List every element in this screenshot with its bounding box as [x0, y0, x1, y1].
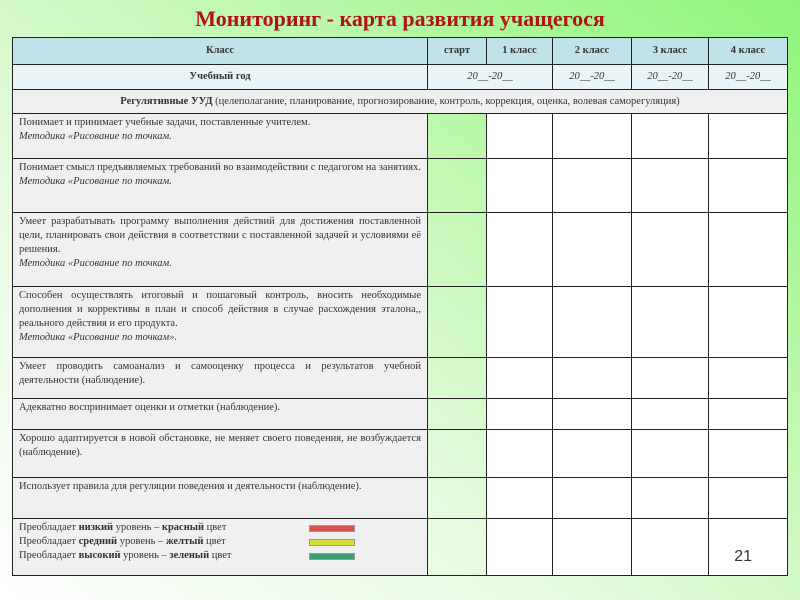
cell[interactable]	[632, 399, 709, 430]
legend-level: низкий	[78, 522, 114, 533]
header-row	[13, 38, 788, 65]
legend-text: цвет	[203, 536, 226, 547]
legend-color-name: зеленый	[169, 550, 210, 561]
criterion-text: Адекватно воспринимает оценки и отметки (наблюдение).	[19, 402, 280, 413]
cell[interactable]	[709, 213, 788, 287]
class-header: Класс	[13, 38, 428, 65]
criterion	[13, 478, 428, 519]
section-row	[13, 90, 788, 114]
year-value[interactable]: 20__-20__	[709, 65, 788, 90]
cell[interactable]	[428, 399, 487, 430]
cell[interactable]	[487, 519, 553, 576]
legend-text: Преобладает	[19, 536, 79, 547]
cell[interactable]	[632, 478, 709, 519]
cell[interactable]	[487, 430, 553, 478]
criterion-text: Использует правила для регуляции поведения и деятельности (наблюдение).	[19, 481, 362, 492]
col-start: старт	[428, 38, 487, 65]
legend-color-name: желтый	[165, 536, 204, 547]
col-4: 4 класс	[709, 38, 788, 65]
cell[interactable]	[709, 159, 788, 213]
cell[interactable]	[632, 430, 709, 478]
criterion	[13, 358, 428, 399]
table-row	[13, 114, 788, 159]
cell[interactable]	[632, 287, 709, 358]
cell[interactable]	[487, 159, 553, 213]
criterion	[13, 399, 428, 430]
legend-item	[19, 549, 421, 563]
cell[interactable]	[487, 213, 553, 287]
cell[interactable]	[428, 478, 487, 519]
cell[interactable]	[428, 159, 487, 213]
cell[interactable]	[632, 358, 709, 399]
criterion-text: Понимает смысл предъявляемых требований во взаимодействии с педагогом на занятиях.	[19, 162, 421, 173]
method-text: Методика «Рисование по точкам.	[19, 258, 172, 269]
cell[interactable]	[487, 399, 553, 430]
method-text: Методика «Рисование по точкам».	[19, 332, 178, 343]
page-title: Мониторинг - карта развития учащегося	[195, 6, 605, 31]
section-heading	[13, 90, 788, 114]
cell[interactable]	[553, 213, 632, 287]
legend-text: уровень –	[120, 550, 170, 561]
cell[interactable]	[632, 159, 709, 213]
section-bold: Регулятивные УУД	[120, 95, 213, 107]
cell[interactable]	[487, 114, 553, 159]
section-rest: (целеполагание, планирование, прогнозирование, контроль, коррекция, оценка, волевая саморегуляция)	[212, 95, 680, 107]
cell[interactable]	[428, 519, 487, 576]
legend	[13, 519, 428, 576]
legend-row	[13, 519, 788, 576]
criterion	[13, 159, 428, 213]
year-value[interactable]: 20__-20__	[428, 65, 553, 90]
legend-text: Преобладает	[19, 522, 79, 533]
legend-text: цвет	[204, 522, 227, 533]
criterion-text: Способен осуществлять итоговый и пошаговый контроль, вносить необходимые дополнения и коррективы в план и способ действия в случае расхождения эталона,, реального действия и его продукта.	[19, 290, 421, 329]
table-row	[13, 399, 788, 430]
cell[interactable]	[553, 430, 632, 478]
method-text: Методика «Рисование по точкам.	[19, 176, 172, 187]
cell[interactable]	[632, 213, 709, 287]
method-text: Методика «Рисование по точкам.	[19, 131, 172, 142]
cell[interactable]	[487, 287, 553, 358]
criterion	[13, 287, 428, 358]
legend-item	[19, 535, 421, 549]
criterion-text: Умеет проводить самоанализ и самооценку процесса и результатов учебной деятельности (наблюдение).	[19, 361, 421, 386]
criterion	[13, 213, 428, 287]
table-row	[13, 358, 788, 399]
legend-color-swatch	[309, 539, 355, 546]
table-row	[13, 159, 788, 213]
legend-item	[19, 521, 421, 535]
cell[interactable]	[487, 478, 553, 519]
year-value[interactable]: 20__-20__	[553, 65, 632, 90]
cell[interactable]	[709, 358, 788, 399]
criterion-text: Хорошо адаптируется в новой обстановке, не меняет своего поведения, не возбуждается (наблюдение).	[19, 433, 421, 458]
criterion	[13, 430, 428, 478]
cell[interactable]	[553, 114, 632, 159]
legend-color-name: красный	[161, 522, 205, 533]
cell[interactable]	[709, 114, 788, 159]
cell[interactable]	[553, 519, 632, 576]
cell[interactable]	[709, 478, 788, 519]
cell[interactable]	[428, 213, 487, 287]
cell[interactable]	[428, 287, 487, 358]
cell[interactable]	[553, 358, 632, 399]
page-number: 21	[734, 548, 752, 565]
cell[interactable]	[709, 399, 788, 430]
criterion-text: Умеет разрабатывать программу выполнения действий для достижения поставленной цели, планировать свои действия в соответствии с поставленной задачей и условиями её решения.	[19, 216, 421, 255]
legend-text: уровень –	[117, 536, 166, 547]
legend-color-swatch	[309, 525, 355, 532]
legend-text: Преобладает	[19, 550, 79, 561]
year-row	[13, 65, 788, 90]
col-1: 1 класс	[487, 38, 553, 65]
cell[interactable]	[553, 159, 632, 213]
cell[interactable]	[709, 287, 788, 358]
cell[interactable]	[553, 399, 632, 430]
table-row	[13, 213, 788, 287]
cell[interactable]	[487, 358, 553, 399]
cell[interactable]	[632, 519, 709, 576]
cell[interactable]	[553, 478, 632, 519]
legend-color-swatch	[309, 553, 355, 560]
criterion-text: Понимает и принимает учебные задачи, поставленные учителем.	[19, 117, 311, 128]
cell[interactable]	[709, 519, 788, 576]
cell[interactable]	[709, 430, 788, 478]
legend-level: средний	[78, 536, 118, 547]
cell[interactable]	[428, 358, 487, 399]
table-row	[13, 430, 788, 478]
cell[interactable]	[428, 430, 487, 478]
legend-text: уровень –	[113, 522, 162, 533]
year-value[interactable]: 20__-20__	[632, 65, 709, 90]
monitoring-table	[12, 37, 788, 576]
table-row	[13, 287, 788, 358]
cell[interactable]	[428, 114, 487, 159]
year-label: Учебный год	[13, 65, 428, 90]
cell[interactable]	[632, 114, 709, 159]
criterion	[13, 114, 428, 159]
cell[interactable]	[553, 287, 632, 358]
table-row	[13, 478, 788, 519]
legend-level: высокий	[78, 550, 121, 561]
col-2: 2 класс	[553, 38, 632, 65]
legend-text: цвет	[209, 550, 232, 561]
col-3: 3 класс	[632, 38, 709, 65]
